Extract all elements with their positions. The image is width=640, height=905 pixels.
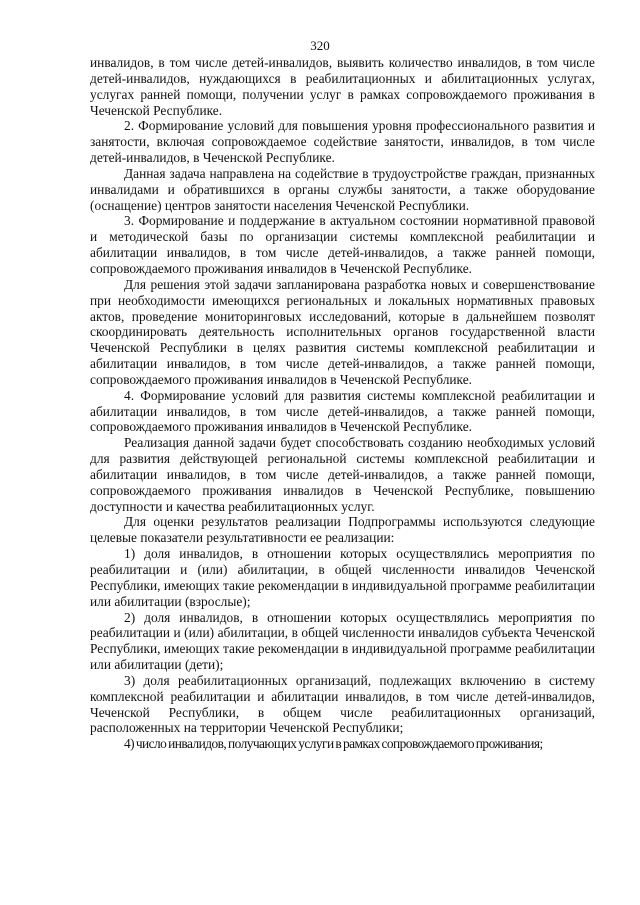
document-body [90,55,595,752]
paragraph-task-4-description: Реализация данной задачи будет способствовать созданию необходимых условий для развития действующей региональной системы комплексной реабилитации и абилитации инвалидов, в том числе детей-инвалидов, а также ранней помощи, сопровождаемого проживания инвалидов в Чеченской Республике, повышению доступности и качества реабилитационных услуг. [90,435,595,514]
paragraph-task-2-description: Данная задача направлена на содействие в трудоустройстве граждан, признанных инвалидами и обратившихся в органы службы занятости, а также оборудование (оснащение) центров занятости населения Чеченской Республики. [90,165,595,213]
list-item-indicator-1: 1) доля инвалидов, в отношении которых осуществлялись мероприятия по реабилитации и (или) абилитации, в общей численности инвалидов Чеченской Республики, имеющих такие рекомендации в индивидуальной программе реабилитации или абилитации (взрослые); [90,546,595,609]
paragraph-indicators-intro: Для оценки результатов реализации Подпрограммы используются следующие целевые показатели результативности ее реализации: [90,514,595,546]
paragraph-task-4: 4. Формирование условий для развития системы комплексной реабилитации и абилитации инвалидов, в том числе детей-инвалидов, а также ранней помощи, сопровождаемого проживания инвалидов в Чеченской Республике. [90,387,595,435]
paragraph-continuation: инвалидов, в том числе детей-инвалидов, выявить количество инвалидов, в том числе детей-инвалидов, нуждающихся в реабилитационных и абилитационных услугах, услугах ранней помощи, получении услуг в рамках сопровождаемого проживания в Чеченской Республике. [90,55,595,118]
list-item-indicator-3: 3) доля реабилитационных организаций, подлежащих включению в систему комплексной реабилитации и абилитации инвалидов, в том числе детей-инвалидов, Чеченской Республики, в общем числе реабилитационных организаций, расположенных на территории Чеченской Республики; [90,672,595,736]
list-item-indicator-4: 4) число инвалидов, получающих услуги в рамках сопровождаемого проживания; [124,736,543,752]
paragraph-task-3-description: Для решения этой задачи запланирована разработка новых и совершенствование при необходимости имеющихся региональных и локальных нормативных правовых актов, проведение мониторинговых исследований, которые в дальнейшем позволят скоординировать деятельность исполнительных органов государственной власти Чеченской Республики в целях развития системы комплексной реабилитации и абилитации инвалидов, в том числе детей-инвалидов, а также ранней помощи, сопровождаемого проживания инвалидов в Чеченской Республике. [90,276,595,387]
page-number: 320 [310,38,330,53]
paragraph-task-2: 2. Формирование условий для повышения уровня профессионального развития и занятости, включая сопровождаемое содействие занятости, инвалидов, в том числе детей-инвалидов, в Чеченской Республике. [90,118,595,166]
paragraph-task-3: 3. Формирование и поддержание в актуальном состоянии нормативной правовой и методической базы по организации системы комплексной реабилитации и абилитации инвалидов, в том числе детей-инвалидов, а также ранней помощи, сопровождаемого проживания инвалидов в Чеченской Республике. [90,213,595,276]
list-item-indicator-2: 2) доля инвалидов, в отношении которых осуществлялись мероприятия по реабилитации и (или) абилитации, в общей численности инвалидов субъекта Чеченской Республики, имеющих такие рекомендации в индивидуальной программе реабилитации или абилитации (дети); [90,609,595,673]
